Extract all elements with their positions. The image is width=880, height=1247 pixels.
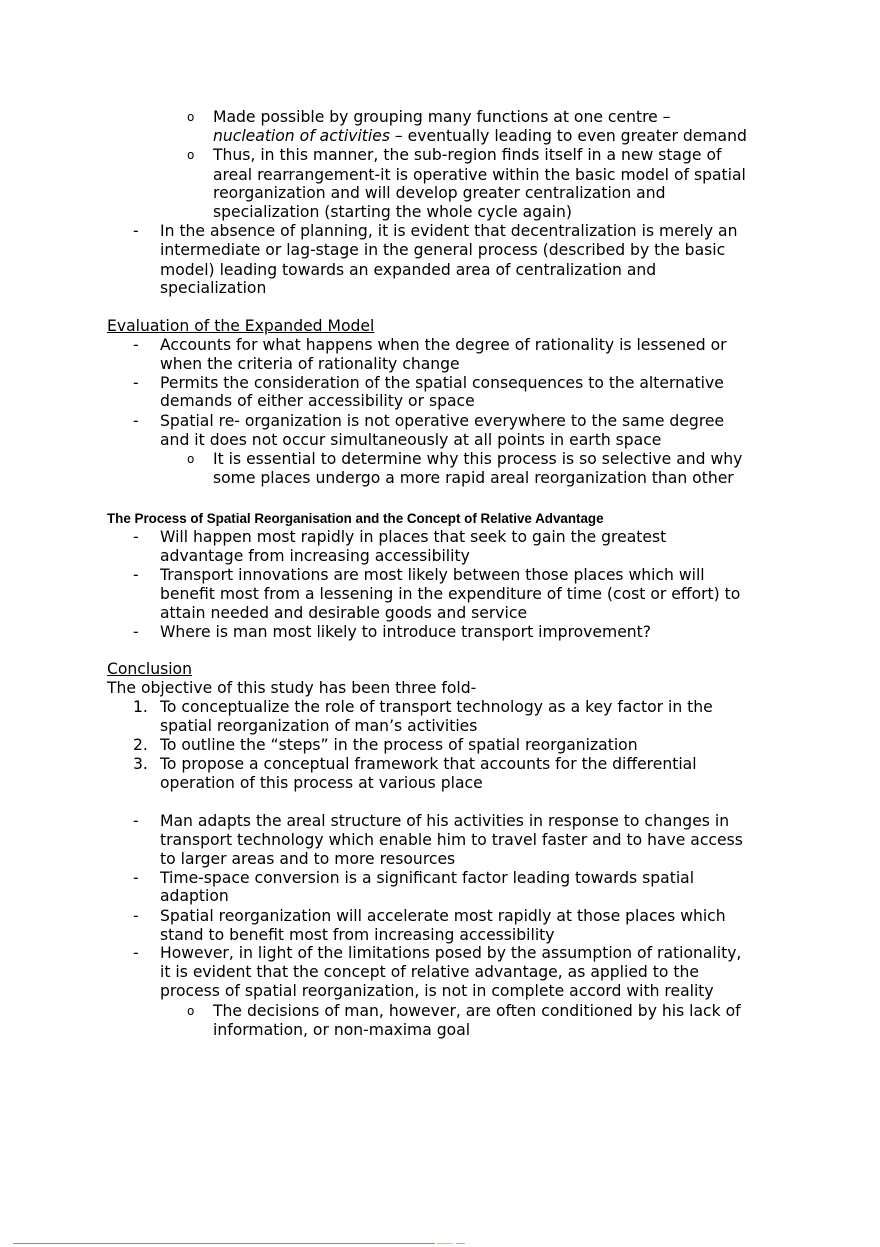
- text-line: and it does not occur simultaneously at all points in earth space: [160, 431, 662, 449]
- text-line: benefit most from a lessening in the expenditure of time (cost or effort) to: [160, 585, 741, 603]
- dash-bullet-marker: -: [133, 528, 139, 546]
- text-line: Will happen most rapidly in places that seek to gain the greatest: [160, 528, 667, 546]
- dash-bullet-marker: -: [133, 374, 139, 392]
- text-line: areal rearrangement-it is operative within the basic model of spatial: [213, 166, 746, 184]
- sub-bullet-marker: o: [187, 1004, 195, 1018]
- footer-mark: [437, 1243, 453, 1244]
- text-line: To propose a conceptual framework that accounts for the differential: [160, 755, 697, 773]
- text-line: model) leading towards an expanded area of centralization and: [160, 261, 657, 279]
- text-line: process of spatial reorganization, is not in complete accord with reality: [160, 982, 714, 1000]
- text-line: Made possible by grouping many functions at one centre –: [213, 108, 671, 126]
- text-line: operation of this process at various place: [160, 774, 483, 792]
- section-heading: Conclusion: [107, 660, 192, 678]
- text-line: The decisions of man, however, are often conditioned by his lack of: [213, 1002, 741, 1020]
- list-number: 2.: [133, 736, 148, 754]
- text-line: To conceptualize the role of transport technology as a key factor in the: [160, 698, 713, 716]
- text-line: However, in light of the limitations posed by the assumption of rationality,: [160, 944, 742, 962]
- text-line: adaption: [160, 887, 229, 905]
- text-line: Spatial reorganization will accelerate most rapidly at those places which: [160, 907, 726, 925]
- footer-mark: [456, 1243, 465, 1244]
- text-line: Accounts for what happens when the degree of rationality is lessened or: [160, 336, 727, 354]
- text-line: [213, 127, 747, 146]
- text-line: reorganization and will develop greater centralization and: [213, 184, 666, 202]
- sub-bullet-marker: o: [187, 452, 195, 466]
- text-line: Spatial re- organization is not operative everywhere to the same degree: [160, 412, 725, 430]
- dash-bullet-marker: -: [133, 412, 139, 430]
- sub-bullet-marker: o: [187, 110, 195, 124]
- dash-bullet-marker: -: [133, 907, 139, 925]
- text-line: transport technology which enable him to travel faster and to have access: [160, 831, 743, 849]
- sub-bullet-marker: o: [187, 148, 195, 162]
- text-line: to larger areas and to more resources: [160, 850, 456, 868]
- text-line: In the absence of planning, it is evident that decentralization is merely an: [160, 222, 738, 240]
- text-line: it is evident that the concept of relative advantage, as applied to the: [160, 963, 699, 981]
- text-line: The objective of this study has been three fold-: [107, 679, 477, 697]
- text-line: when the criteria of rationality change: [160, 355, 460, 373]
- list-number: 3.: [133, 755, 148, 773]
- text-line: To outline the “steps” in the process of spatial reorganization: [160, 736, 638, 754]
- text-line: specialization: [160, 279, 267, 297]
- text-line: It is essential to determine why this process is so selective and why: [213, 450, 743, 468]
- dash-bullet-marker: -: [133, 812, 139, 830]
- text-line: Where is man most likely to introduce transport improvement?: [160, 623, 652, 641]
- dash-bullet-marker: -: [133, 944, 139, 962]
- section-heading-bold: The Process of Spatial Reorganisation and the Concept of Relative Advantage: [107, 511, 604, 526]
- text-line: Time-space conversion is a significant factor leading towards spatial: [160, 869, 695, 887]
- text-line: Thus, in this manner, the sub-region finds itself in a new stage of: [213, 146, 722, 164]
- text-line: demands of either accessibility or space: [160, 392, 475, 410]
- dash-bullet-marker: -: [133, 869, 139, 887]
- italic-term: nucleation of activities: [213, 127, 390, 145]
- list-number: 1.: [133, 698, 148, 716]
- text-line: specialization (starting the whole cycle again): [213, 203, 572, 221]
- text-line: Transport innovations are most likely between those places which will: [160, 566, 705, 584]
- dash-bullet-marker: -: [133, 222, 139, 240]
- text-line: Man adapts the areal structure of his activities in response to changes in: [160, 812, 730, 830]
- text-line: stand to benefit most from increasing accessibility: [160, 926, 555, 944]
- text-line: attain needed and desirable goods and service: [160, 604, 528, 622]
- text-line: information, or non-maxima goal: [213, 1021, 471, 1039]
- dash-bullet-marker: -: [133, 566, 139, 584]
- text-line: Permits the consideration of the spatial consequences to the alternative: [160, 374, 724, 392]
- text-line: advantage from increasing accessibility: [160, 547, 470, 565]
- text-line: spatial reorganization of man’s activities: [160, 717, 478, 735]
- dash-bullet-marker: -: [133, 623, 139, 641]
- text-span: – eventually leading to even greater demand: [389, 127, 747, 145]
- dash-bullet-marker: -: [133, 336, 139, 354]
- section-heading: Evaluation of the Expanded Model: [107, 317, 375, 335]
- text-line: some places undergo a more rapid areal reorganization than other: [213, 469, 734, 487]
- text-line: intermediate or lag-stage in the general process (described by the basic: [160, 241, 726, 259]
- footer-divider: [13, 1243, 435, 1244]
